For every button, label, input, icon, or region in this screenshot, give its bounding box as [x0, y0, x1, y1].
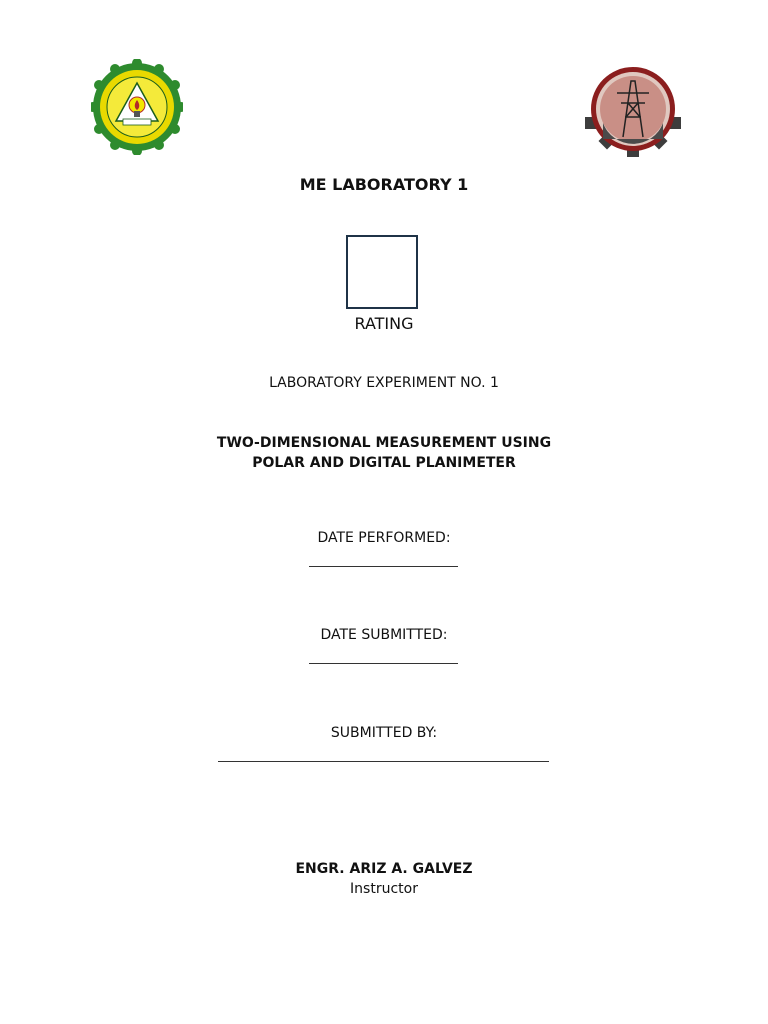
experiment-title-line-1: TWO-DIMENSIONAL MEASUREMENT USING: [216, 435, 552, 451]
experiment-number: LABORATORY EXPERIMENT NO. 1: [269, 375, 499, 391]
submitted-by-line[interactable]: [218, 761, 549, 762]
experiment-title-line-2: POLAR AND DIGITAL PLANIMETER: [252, 455, 516, 471]
rating-label: RATING: [354, 314, 414, 333]
university-seal-logo: [91, 59, 183, 155]
submitted-by-label: SUBMITTED BY:: [330, 725, 438, 741]
instructor-name: ENGR. ARIZ A. GALVEZ: [295, 861, 473, 877]
instructor-role: Instructor: [350, 881, 418, 897]
date-performed-line[interactable]: [309, 566, 458, 567]
date-submitted-line[interactable]: [309, 663, 458, 664]
experiment-title: [0, 433, 768, 473]
rating-box[interactable]: [346, 235, 418, 309]
date-submitted-label: DATE SUBMITTED:: [320, 627, 448, 643]
document-title: ME LABORATORY 1: [299, 175, 469, 194]
date-performed-label: DATE PERFORMED:: [317, 530, 451, 546]
college-of-engineering-seal-logo: [585, 63, 681, 159]
